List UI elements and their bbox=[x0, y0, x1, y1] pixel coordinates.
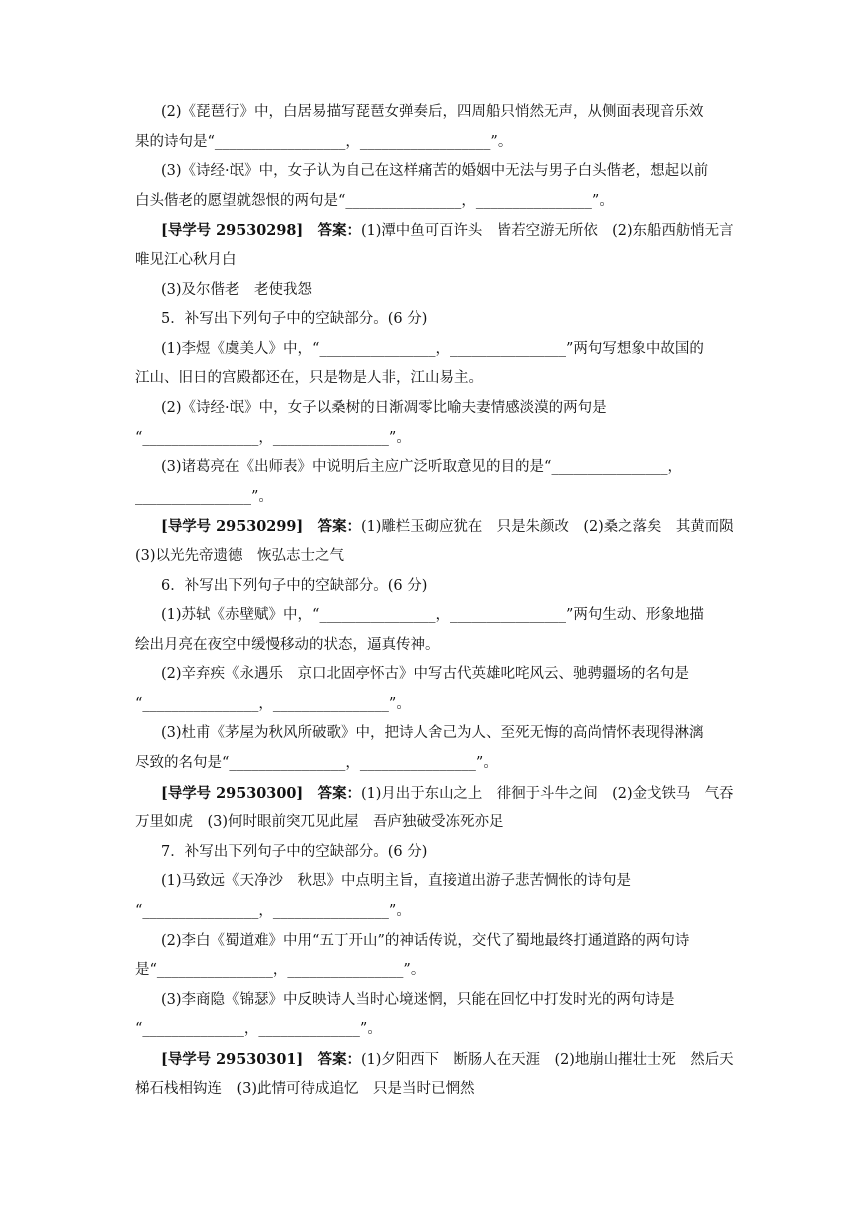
answer-text: (1)夕阳西下 断肠人在天涯 (2)地崩山摧壮士死 然后天 bbox=[360, 1052, 734, 1068]
answer-text: (1)雕栏玉砌应犹在 只是朱颜改 (2)桑之落矣 其黄而陨 bbox=[360, 519, 734, 536]
line-text: (2)《琵琶行》中，白居易描写琵琶女弹奏后，四周船只悄然无声，从侧面表现音乐效 bbox=[161, 104, 704, 120]
line-text: (2)李白《蜀道难》中用“五丁开山”的神话传说，交代了蜀地最终打通道路的两句诗 bbox=[161, 932, 690, 949]
text-line bbox=[135, 483, 734, 513]
text-line bbox=[135, 631, 734, 661]
line-text: 江山、旧日的宫殿都还在，只是物是人非，江山易主。 bbox=[135, 370, 483, 387]
text-line bbox=[161, 660, 734, 690]
text-line bbox=[135, 956, 734, 986]
line-text: “________________，________________”。 bbox=[135, 695, 411, 712]
line-text: 尽致的名句是“________________，________________”。 bbox=[135, 755, 498, 772]
line-text: 绘出月亮在夜空中缓慢移动的状态，逼真传神。 bbox=[135, 636, 440, 653]
text-line bbox=[135, 1015, 734, 1045]
text-line bbox=[161, 1045, 734, 1075]
text-line bbox=[135, 690, 734, 720]
text-line bbox=[135, 187, 734, 217]
line-text: (1)马致远《天净沙 秋思》中点明主旨，直接道出游子悲苦惆怅的诗句是 bbox=[161, 873, 632, 890]
line-text: (3)杜甫《茅屋为秋风所破歌》中，把诗人舍己为人、至死无悔的高尚情怀表现得淋漓 bbox=[161, 725, 704, 742]
text-line bbox=[161, 394, 734, 424]
line-text: (3)以光先帝遗德 恢弘志士之气 bbox=[135, 547, 345, 564]
line-text: (3)及尔偕老 老使我怨 bbox=[161, 281, 313, 298]
line-text: 7．补写出下列句子中的空缺部分。(6 分) bbox=[161, 843, 428, 860]
text-line bbox=[135, 749, 734, 779]
text-line bbox=[161, 601, 734, 631]
line-text: 5．补写出下列句子中的空缺部分。(6 分) bbox=[161, 311, 428, 328]
text-line bbox=[161, 572, 734, 602]
line-text: (2)辛弃疾《永遇乐 京口北固亭怀古》中写古代英雄叱咤风云、驰骋疆场的名句是 bbox=[161, 666, 690, 683]
text-line bbox=[135, 246, 734, 276]
text-line bbox=[161, 512, 734, 542]
text-line bbox=[135, 424, 734, 454]
text-line bbox=[161, 867, 734, 897]
text-line bbox=[135, 1075, 734, 1105]
line-text: “________________，________________”。 bbox=[135, 429, 411, 446]
text-line bbox=[161, 305, 734, 335]
text-line bbox=[161, 779, 734, 809]
answer-text: (1)潭中鱼可百许头 皆若空游无所依 (2)东船西舫悄无言 bbox=[360, 223, 734, 240]
line-text: 6．补写出下列句子中的空缺部分。(6 分) bbox=[161, 577, 428, 594]
text-line bbox=[161, 157, 734, 187]
line-text: (2)《诗经·氓》中，女子以桑树的日渐凋零比喻夫妻情感淡漠的两句是 bbox=[161, 399, 607, 416]
document-page bbox=[135, 98, 734, 1104]
line-text: 万里如虎 (3)何时眼前突兀见此屋 吾庐独破受冻死亦足 bbox=[135, 814, 504, 831]
line-text: ________________”。 bbox=[135, 488, 273, 505]
text-line bbox=[135, 542, 734, 572]
text-line bbox=[161, 98, 734, 128]
line-text: 是“________________，________________”。 bbox=[135, 962, 426, 979]
text-line bbox=[135, 808, 734, 838]
text-line bbox=[135, 128, 734, 158]
text-line bbox=[161, 719, 734, 749]
answer-label: [导学号 29530299] 答案： bbox=[161, 518, 361, 536]
line-text: “________________，________________”。 bbox=[135, 903, 411, 920]
text-line bbox=[135, 897, 734, 927]
line-text: 唯见江心秋月白 bbox=[135, 251, 237, 268]
answer-label: [导学号 29530301] 答案： bbox=[161, 1051, 361, 1068]
line-text: “______________，______________”。 bbox=[135, 1021, 382, 1038]
text-line bbox=[161, 453, 734, 483]
line-text: (3)李商隐《锦瑟》中反映诗人当时心境迷惘，只能在回忆中打发时光的两句诗是 bbox=[161, 991, 675, 1008]
text-line bbox=[135, 364, 734, 394]
line-text: (1)苏轼《赤壁赋》中，“________________，________________”两句生动、形象地描 bbox=[161, 607, 704, 624]
line-text: 白头偕老的愿望就怨恨的两句是“________________，________________”。 bbox=[135, 192, 614, 209]
line-text: (3)诸葛亮在《出师表》中说明后主应广泛听取意见的目的是“________________， bbox=[161, 459, 682, 476]
answer-label: [导学号 29530298] 答案： bbox=[161, 222, 361, 240]
text-line bbox=[161, 838, 734, 868]
text-line bbox=[161, 927, 734, 957]
text-line bbox=[161, 335, 734, 365]
line-text: (1)李煜《虞美人》中，“________________，________________”两句写想象中故国的 bbox=[161, 340, 704, 357]
line-text: (3)《诗经·氓》中，女子认为自己在这样痛苦的婚姻中无法与男子白头偕老，想起以前 bbox=[161, 163, 709, 180]
answer-label: [导学号 29530300] 答案： bbox=[161, 784, 361, 802]
text-line bbox=[161, 216, 734, 246]
answer-text: (1)月出于东山之上 徘徊于斗牛之间 (2)金戈铁马 气吞 bbox=[360, 785, 734, 802]
line-text: 梯石栈相钩连 (3)此情可待成追忆 只是当时已惘然 bbox=[135, 1080, 475, 1097]
line-text: 果的诗句是“__________________，__________________”。 bbox=[135, 133, 513, 150]
text-line bbox=[161, 986, 734, 1016]
text-line bbox=[161, 276, 734, 306]
